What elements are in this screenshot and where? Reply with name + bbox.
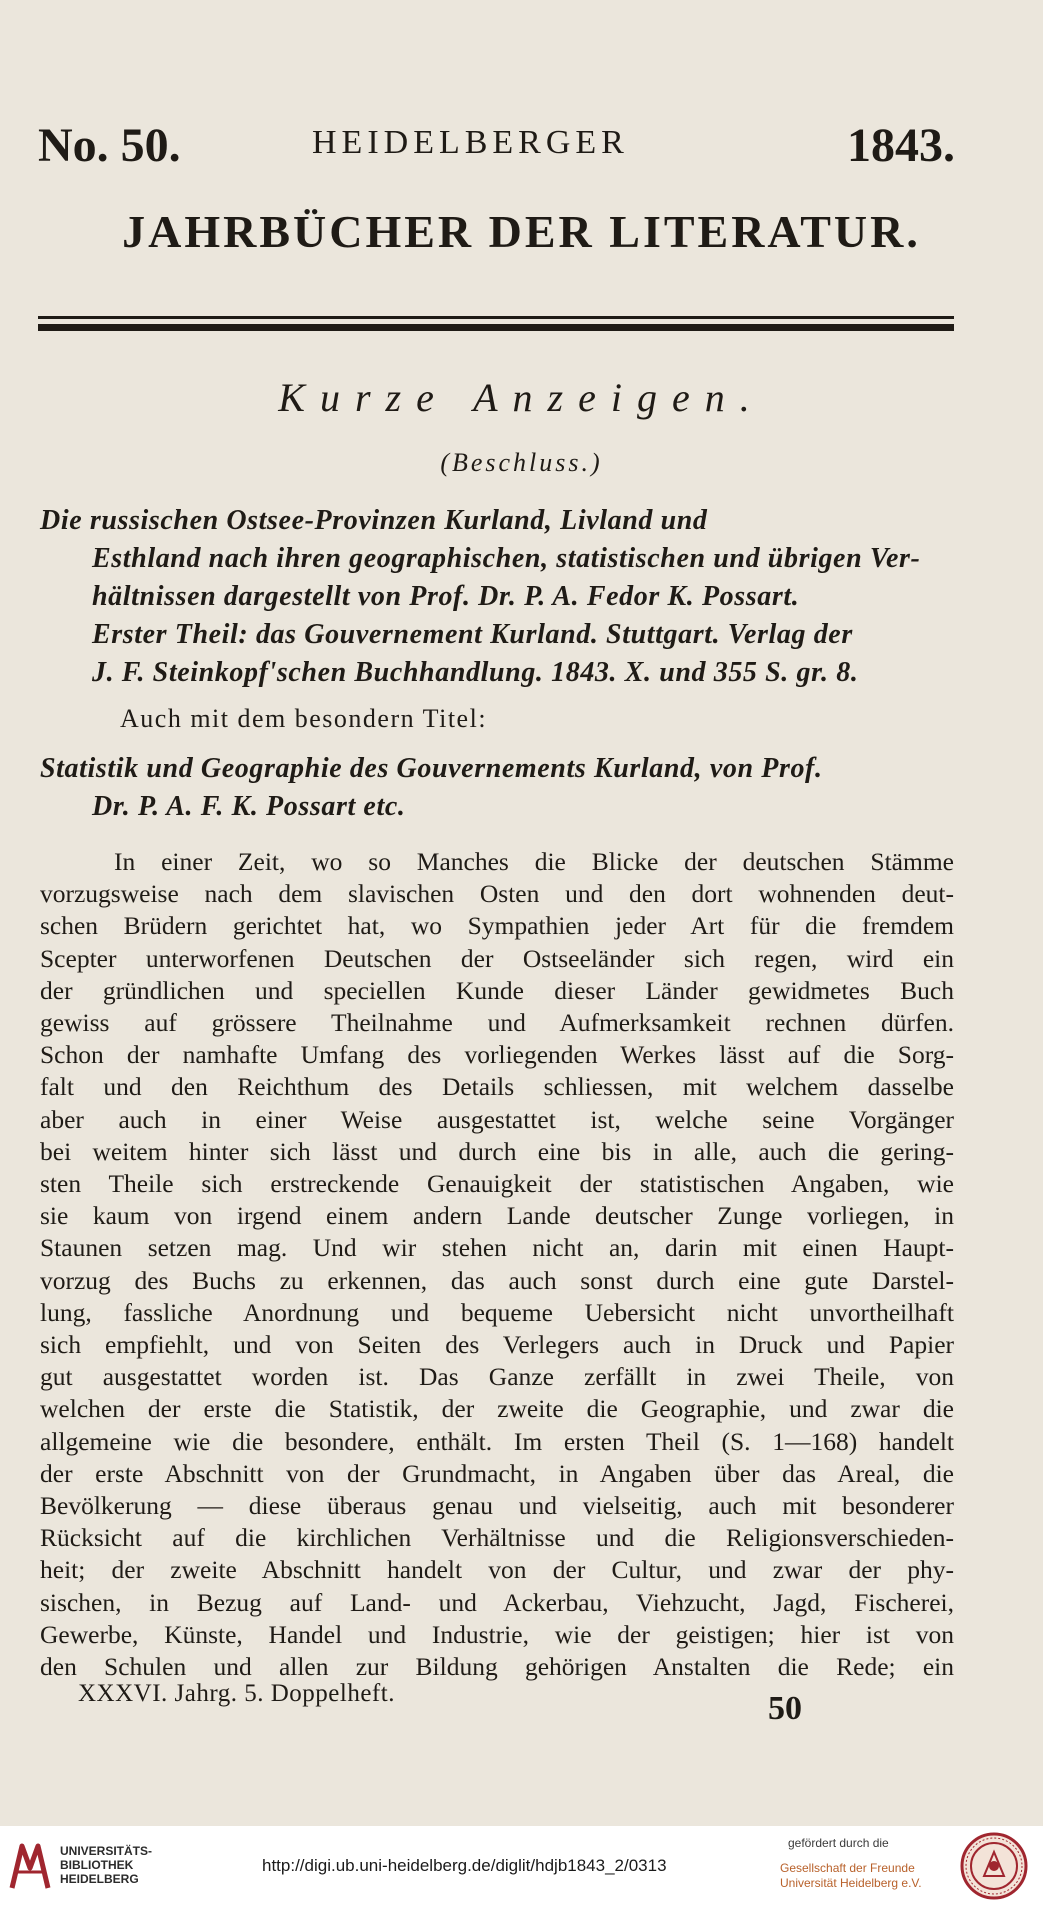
review-title — [40, 502, 954, 692]
library-name-line: HEIDELBERG — [60, 1872, 139, 1886]
signature-number: 50 — [768, 1690, 802, 1727]
issue-year: 1843. — [847, 119, 955, 172]
body-line: sie kaum von irgend einem andern Lande deutscher Zunge vorliegen, in — [40, 1201, 954, 1231]
society-link[interactable] — [780, 1861, 922, 1891]
journal-title: JAHRBÜCHER DER LITERATUR. — [122, 206, 921, 257]
body-line: Scepter unterworfenen Deutschen der Ostseeländer sich regen, wird ein — [40, 943, 954, 973]
body-line: sischen, in Bezug auf Land- und Ackerbau, Viehzucht, Jagd, Fischerei, — [40, 1587, 954, 1617]
body-line: gewiss auf grössere Theilnahme und Aufmerksamkeit rechnen dürfen. — [40, 1008, 954, 1038]
alt-title — [40, 750, 954, 826]
review-title-line: Erster Theil: das Gouvernement Kurland. Stuttgart. Verlag der — [92, 619, 853, 650]
body-line: vorzug des Buchs zu erkennen, das auch sonst durch eine gute Darstel- — [40, 1265, 954, 1295]
body-line: Schon der namhafte Umfang des vorliegenden Werkes lässt auf die Sorg- — [40, 1040, 954, 1070]
volume-note: XXXVI. Jahrg. 5. Doppelheft. — [78, 1680, 395, 1707]
viewer-bar — [0, 1826, 1043, 1906]
journal-name: HEIDELBERGER — [312, 124, 629, 161]
funded-by-label: gefördert durch die — [788, 1836, 889, 1850]
body-line: Gewerbe, Künste, Handel und Industrie, wie der geistigen; hier ist von — [40, 1619, 954, 1649]
review-title-line: Esthland nach ihren geographischen, statistischen und übrigen Ver- — [92, 543, 921, 574]
issue-number: No. 50. — [38, 119, 181, 172]
body-text — [40, 846, 954, 1683]
society-line: Gesellschaft der Freunde — [780, 1861, 915, 1875]
body-line: vorzugsweise nach dem slavischen Osten und den dort wohnenden deut- — [40, 879, 954, 909]
body-line: lung, fassliche Anordnung und bequeme Uebersicht nicht unvortheilhaft — [40, 1297, 954, 1327]
review-title-line: hältnissen dargestellt von Prof. Dr. P. A. Fedor K. Possart. — [92, 581, 800, 612]
body-line: bei weitem hinter sich lässt und durch eine bis in alle, auch die gering- — [40, 1136, 954, 1166]
section-subheading: (Beschluss.) — [440, 448, 603, 477]
body-line: allgemeine wie die besondere, enthält. Im ersten Theil (S. 1—168) handelt — [40, 1426, 954, 1456]
body-line: welchen der erste die Statistik, der zweite die Geographie, und zwar die — [40, 1394, 954, 1424]
body-line: Staunen setzen mag. Und wir stehen nicht an, darin mit einen Haupt- — [40, 1233, 954, 1263]
ub-heidelberg-logo-icon[interactable] — [8, 1838, 54, 1894]
alt-title-line: Statistik und Geographie des Gouvernements Kurland, von Prof. — [40, 753, 823, 784]
body-line: der gründlichen und speciellen Kunde dieser Länder gewidmetes Buch — [40, 975, 954, 1005]
review-title-line: J. F. Steinkopf'schen Buchhandlung. 1843. X. und 355 S. gr. 8. — [92, 657, 859, 688]
alt-title-line: Dr. P. A. F. K. Possart etc. — [92, 791, 406, 822]
review-title-line: Die russischen Ostsee-Provinzen Kurland, Livland und — [40, 505, 708, 536]
society-line: Universität Heidelberg e.V. — [780, 1876, 922, 1890]
body-line: aber auch in einer Weise ausgestattet ist, welche seine Vorgänger — [40, 1104, 954, 1134]
section-heading: Kurze Anzeigen. — [278, 375, 765, 420]
library-name-line: BIBLIOTHEK — [60, 1858, 134, 1872]
body-line: der erste Abschnitt von der Grundmacht, in Angaben über das Areal, die — [40, 1458, 954, 1488]
library-name — [60, 1844, 152, 1886]
body-line: sten Theile sich erstreckende Genauigkeit der statistischen Angaben, wie — [40, 1169, 954, 1199]
body-line: In einer Zeit, wo so Manches die Blicke der deutschen Stämme — [114, 847, 954, 876]
body-line: falt und den Reichthum des Details schliessen, mit welchem dasselbe — [40, 1072, 954, 1102]
library-name-line: UNIVERSITÄTS- — [60, 1844, 153, 1858]
body-line: gut ausgestattet worden ist. Das Ganze zerfällt in zwei Theile, von — [40, 1362, 954, 1392]
header-rule — [38, 316, 954, 331]
alt-title-intro: Auch mit dem besondern Titel: — [120, 704, 488, 733]
permalink[interactable]: http://digi.ub.uni-heidelberg.de/diglit/hdjb1843_2/0313 — [262, 1856, 667, 1875]
body-line: den Schulen und allen zur Bildung gehörigen Anstalten die Rede; ein — [40, 1652, 954, 1682]
university-seal-icon[interactable] — [960, 1832, 1028, 1900]
body-line: schen Brüdern gerichtet hat, wo Sympathien jeder Art für die fremdem — [40, 911, 954, 941]
body-line: sich empfiehlt, und von Seiten des Verlegers auch in Druck und Papier — [40, 1330, 954, 1360]
body-line: Rücksicht auf die kirchlichen Verhältnisse und die Religionsverschieden- — [40, 1523, 954, 1553]
body-line: Bevölkerung — diese überaus genau und vielseitig, auch mit besonderer — [40, 1491, 954, 1521]
body-line: heit; der zweite Abschnitt handelt von der Cultur, und zwar der phy- — [40, 1555, 954, 1585]
